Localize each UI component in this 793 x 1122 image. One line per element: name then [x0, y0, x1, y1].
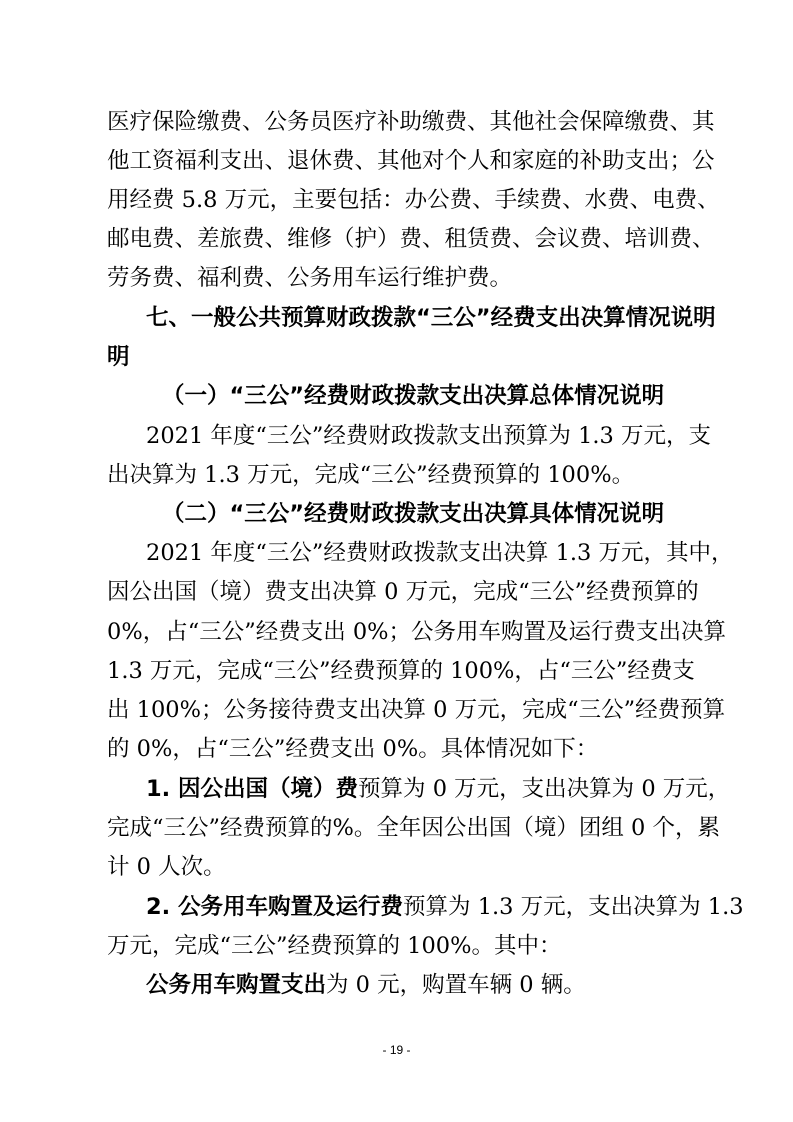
body-text-line: 劳务费、福利费、公务用车运行维护费。	[107, 265, 513, 291]
list-item-line	[146, 970, 692, 1000]
body-text-line: 他工资福利支出、退休费、其他对个人和家庭的补助支出；公	[107, 148, 715, 174]
body-text-line: 邮电费、差旅费、维修（护）费、租赁费、会议费、培训费、	[107, 226, 715, 252]
item-text: 为 0 元，购置车辆 0 辆。	[326, 972, 586, 998]
body-text-line: 因公出国（境）费支出决算 0 万元，完成“三公”经费预算的	[107, 579, 699, 605]
body-text-line: 2021 年度“三公”经费财政拨款支出决算 1.3 万元，其中，	[146, 540, 734, 566]
item-title: 2. 公务用车购置及运行费	[146, 894, 404, 920]
subsection-heading: （二）“三公”经费财政拨款支出决算具体情况说明	[162, 501, 665, 527]
item-text: 预算为 1.3 万元，支出决算为 1.3	[403, 894, 744, 920]
body-text-line: 1.3 万元，完成“三公”经费预算的 100%，占“三公”经费支	[107, 658, 695, 684]
section-heading: 七、一般公共预算财政拨款“三公”经费支出决算情况说明	[146, 305, 716, 331]
body-text-line: 2021 年度“三公”经费财政拨款支出预算为 1.3 万元，支	[146, 423, 712, 449]
body-text-line: 的 0%，占“三公”经费支出 0%。具体情况如下：	[107, 736, 599, 762]
body-text-line: 计 0 人次。	[107, 854, 226, 880]
list-item-line	[146, 774, 731, 804]
item-title: 公务用车购置支出	[146, 972, 327, 998]
body-text-line: 出 100%；公务接待费支出决算 0 万元，完成“三公”经费预算	[107, 697, 726, 723]
body-text-line: 0%，占“三公”经费支出 0%；公务用车购置及运行费支出决算	[107, 619, 727, 645]
subsection-heading: （一）“三公”经费财政拨款支出决算总体情况说明	[162, 383, 665, 409]
body-text-line: 万元，完成“三公”经费预算的 100%。其中：	[107, 933, 562, 959]
body-text-line: 完成“三公”经费预算的%。全年因公出国（境）团组 0 个，累	[107, 815, 721, 841]
list-item-line	[146, 892, 744, 922]
body-text-line: 出决算为 1.3 万元，完成“三公”经费预算的 100%。	[107, 462, 635, 488]
item-title: 1. 因公出国（境）费	[146, 776, 359, 802]
item-text: 预算为 0 万元，支出决算为 0 万元，	[358, 776, 731, 802]
body-text-line: 用经费 5.8 万元，主要包括：办公费、手续费、水费、电费、	[107, 187, 720, 213]
body-text-line: 医疗保险缴费、公务员医疗补助缴费、其他社会保障缴费、其	[107, 109, 715, 135]
section-heading-continuation: 明	[107, 344, 130, 370]
page-number: - 19 -	[382, 1043, 411, 1057]
